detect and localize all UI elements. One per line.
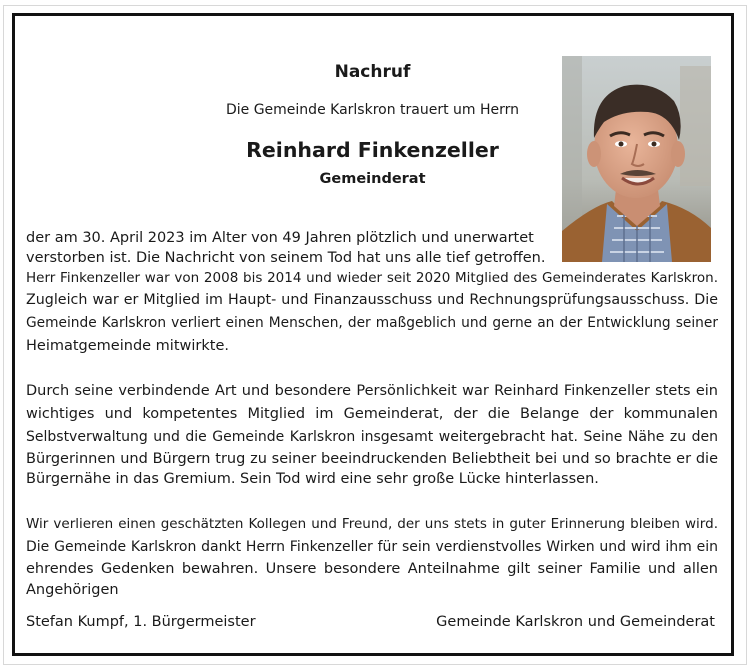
- text-line: Selbstverwaltung und die Gemeinde Karlskron insgesamt weitergebracht hat. Seine Nähe zu den: [26, 429, 718, 445]
- text-line: Gemeinde Karlskron verliert einen Menschen, der maßgeblich und gerne an der Entwicklung seiner: [26, 315, 718, 331]
- text-line: Angehörigen: [26, 582, 119, 598]
- text-line: Wir verlieren einen geschätzten Kollegen und Freund, der uns stets in guter Erinnerung bleiben wird.: [26, 516, 718, 532]
- portrait-photo: [562, 56, 711, 262]
- text-line: Herr Finkenzeller war von 2008 bis 2014 und wieder seit 2020 Mitglied des Gemeinderates Karlskron.: [26, 270, 718, 286]
- obituary-title: Nachruf: [334, 62, 411, 82]
- text-line: Bürgernähe in das Gremium. Sein Tod wird eine sehr große Lücke hinterlassen.: [26, 471, 599, 487]
- signature-council: Gemeinde Karlskron und Gemeinderat: [436, 614, 715, 630]
- text-line: Die Gemeinde Karlskron dankt Herrn Finkenzeller für sein verdienstvolles Wirken und wird ihm ein: [26, 539, 718, 555]
- text-line: verstorben ist. Die Nachricht von seinem Tod hat uns alle tief getroffen.: [26, 250, 546, 266]
- deceased-name: Reinhard Finkenzeller: [246, 138, 499, 162]
- intro-line: Die Gemeinde Karlskron trauert um Herrn: [225, 102, 520, 118]
- text-line: Durch seine verbindende Art und besondere Persönlichkeit war Reinhard Finkenzeller stets ein: [26, 383, 718, 399]
- text-line: Zugleich war er Mitglied im Haupt- und Finanzausschuss und Rechnungsprüfungsausschuss. Die: [26, 292, 718, 308]
- text-line: Heimatgemeinde mitwirkte.: [26, 338, 229, 354]
- deceased-role: Gemeinderat: [319, 171, 426, 187]
- text-line: wichtiges und kompetentes Mitglied im Gemeinderat, der die Belange der kommunalen: [26, 406, 718, 422]
- text-line: ehrendes Gedenken bewahren. Unsere besondere Anteilnahme gilt seiner Familie und allen: [26, 561, 718, 577]
- text-line: Bürgerinnen und Bürgern trug zu seiner beeindruckenden Beliebtheit bei und so brachte er die: [26, 451, 718, 467]
- signature-mayor: Stefan Kumpf, 1. Bürgermeister: [26, 614, 256, 630]
- text-line: der am 30. April 2023 im Alter von 49 Jahren plötzlich und unerwartet: [26, 230, 534, 246]
